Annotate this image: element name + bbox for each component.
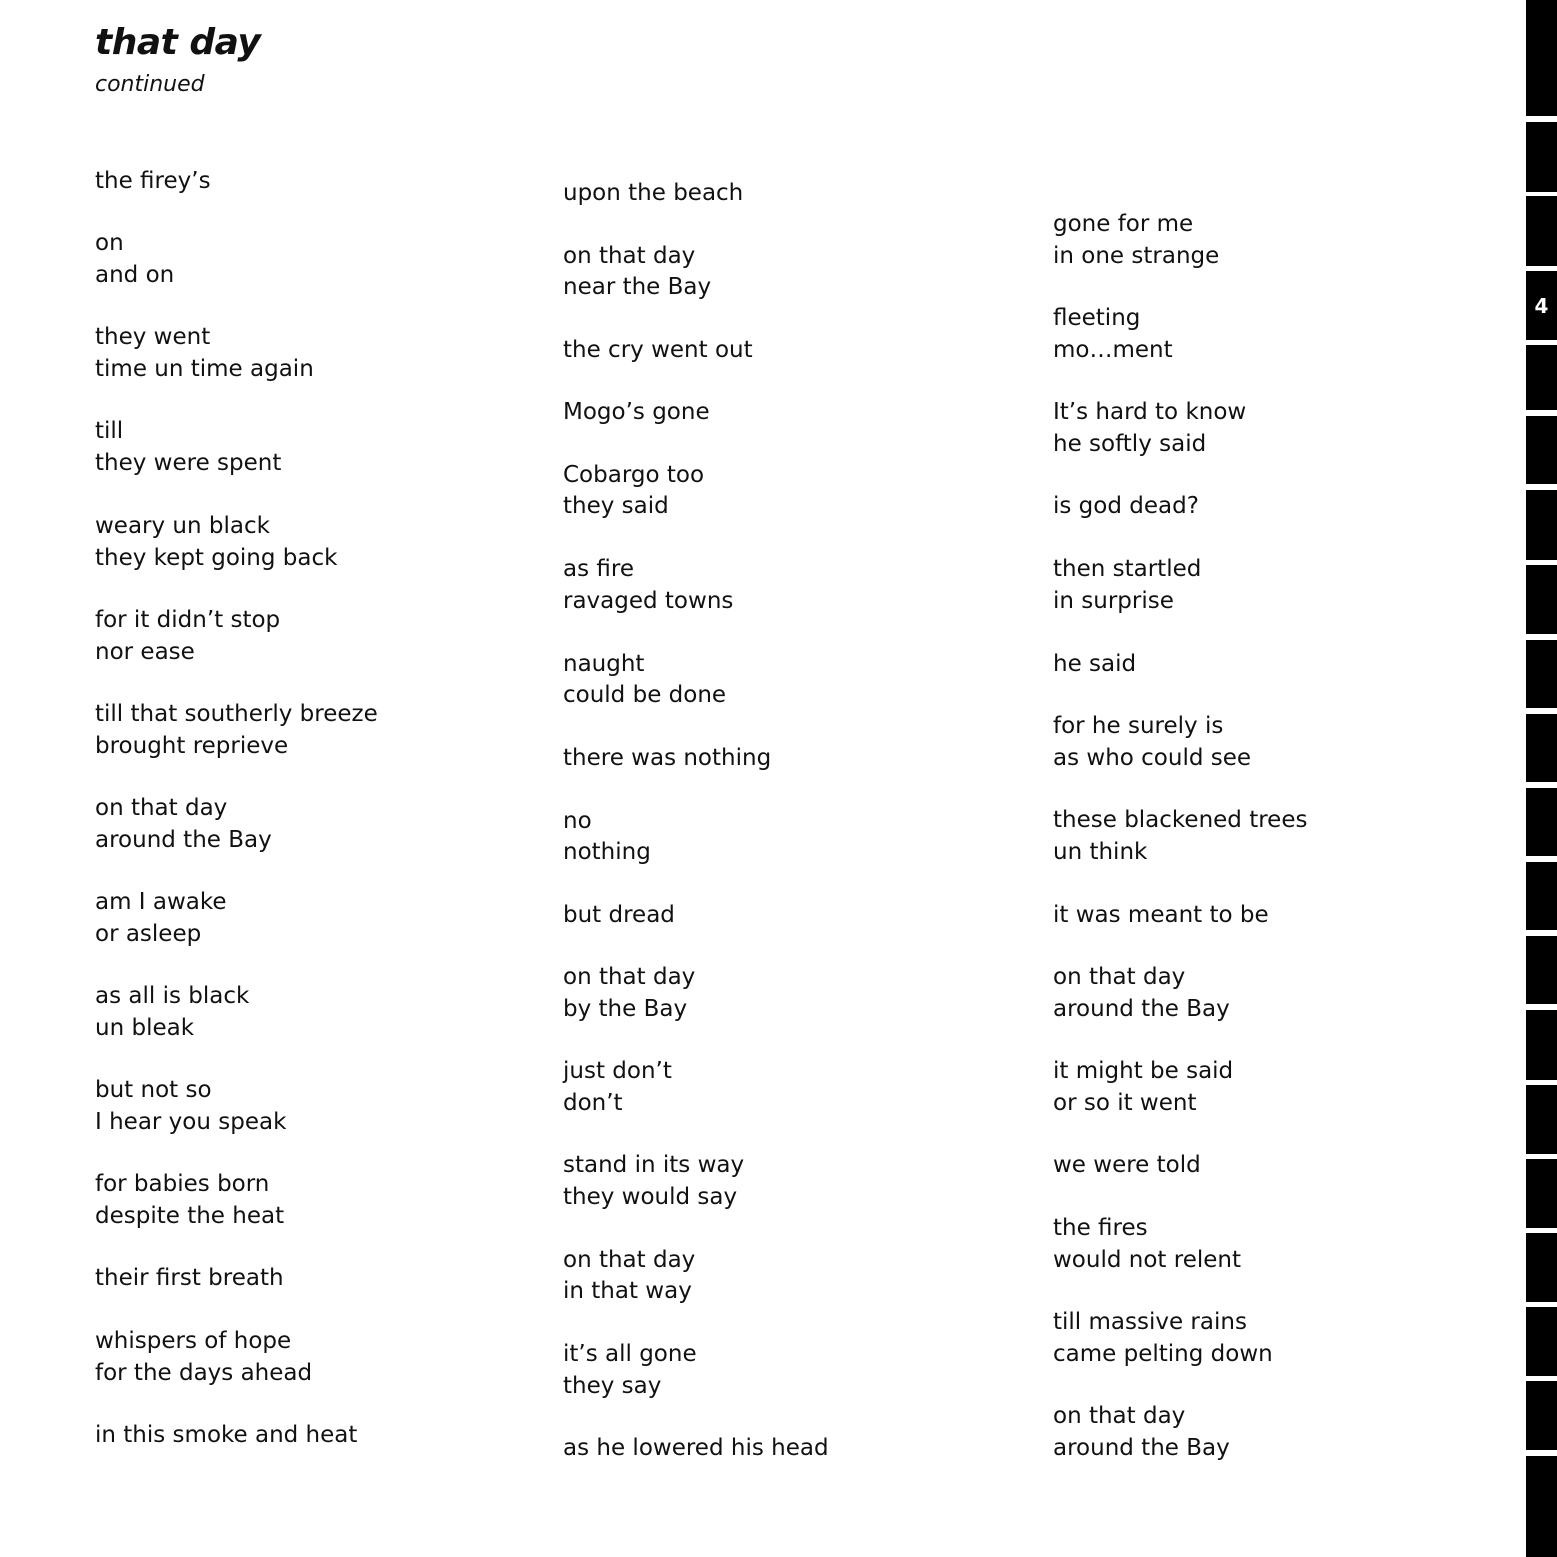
poem-line: despite the heat: [95, 1203, 285, 1229]
section-tab: [1526, 196, 1557, 266]
poem-line: but dread: [563, 902, 675, 928]
poem-line: the cry went out: [563, 337, 753, 363]
poem-line: it might be said: [1053, 1058, 1234, 1084]
poem-line: just don’t: [563, 1058, 672, 1084]
section-tab: [1526, 640, 1557, 708]
section-tab: [1526, 565, 1557, 634]
poem-line: whispers of hope: [95, 1328, 292, 1354]
section-tab: [1526, 1456, 1557, 1557]
poem-line: on: [95, 230, 124, 256]
poem-line: till massive rains: [1053, 1309, 1247, 1335]
section-tab: [1526, 345, 1557, 410]
poem-line: on that day: [563, 964, 696, 990]
poem-line: un bleak: [95, 1015, 195, 1041]
poem-line: they kept going back: [95, 545, 338, 571]
section-tab: [1526, 416, 1557, 484]
poem-line: brought reprieve: [95, 733, 289, 759]
poem-line: or asleep: [95, 921, 202, 947]
section-tab: [1526, 1307, 1557, 1376]
poem-line: on that day: [95, 795, 228, 821]
poem-line: or so it went: [1053, 1090, 1197, 1116]
poem-line: could be done: [563, 682, 727, 708]
poem-line: the fires: [1053, 1215, 1148, 1241]
poem-line: the firey’s: [95, 168, 211, 194]
poem-line: would not relent: [1053, 1247, 1241, 1273]
poem-line: on that day: [563, 243, 696, 269]
poem-line: in one strange: [1053, 243, 1220, 269]
poem-line: there was nothing: [563, 745, 772, 771]
section-tab: [1526, 1381, 1557, 1450]
poem-line: it was meant to be: [1053, 902, 1269, 928]
poem-line: they say: [563, 1373, 662, 1399]
poem-line: upon the beach: [563, 180, 744, 206]
section-tab: [1526, 862, 1557, 930]
section-tab: [1526, 1085, 1557, 1154]
poem-line: they said: [563, 493, 669, 519]
poem-line: came pelting down: [1053, 1341, 1273, 1367]
poem-line: no: [563, 808, 592, 834]
poem-line: in surprise: [1053, 588, 1174, 614]
poem-line: on that day: [1053, 1403, 1186, 1429]
poem-line: till that southerly breeze: [95, 701, 378, 727]
poem-line: It’s hard to know: [1053, 399, 1247, 425]
poem-line: for he surely is: [1053, 713, 1224, 739]
poem-line: he softly said: [1053, 431, 1207, 457]
poem-line: stand in its way: [563, 1152, 745, 1178]
poem-line: un think: [1053, 839, 1148, 865]
poem-line: till: [95, 418, 124, 444]
section-tab: [1526, 0, 1557, 116]
poem-line: ravaged towns: [563, 588, 734, 614]
poem-line: am I awake: [95, 889, 227, 915]
poem-line: as fire: [563, 556, 634, 582]
page-number-tab: [1526, 271, 1557, 340]
poem-line: as he lowered his head: [563, 1435, 829, 1461]
poem-line: near the Bay: [563, 274, 712, 300]
poem-line: it’s all gone: [563, 1341, 697, 1367]
poem-line: for babies born: [95, 1171, 270, 1197]
poem-line: as who could see: [1053, 745, 1252, 771]
poem-line: is god dead?: [1053, 493, 1199, 519]
poem-line: by the Bay: [563, 996, 688, 1022]
poem-line: and on: [95, 262, 175, 288]
poem-line: around the Bay: [1053, 996, 1230, 1022]
poem-line: for the days ahead: [95, 1360, 313, 1386]
section-tab: [1526, 122, 1557, 192]
poem-title: that day: [95, 22, 261, 63]
section-tab: [1526, 1159, 1557, 1228]
poem-line: nor ease: [95, 639, 195, 665]
poem-line: time un time again: [95, 356, 314, 382]
poem-line: naught: [563, 651, 645, 677]
section-tab: [1526, 1233, 1557, 1302]
poem-subtitle: continued: [95, 72, 205, 97]
poem-line: we were told: [1053, 1152, 1201, 1178]
poem-line: Cobargo too: [563, 462, 705, 488]
poem-line: as all is black: [95, 983, 250, 1009]
poem-line: I hear you speak: [95, 1109, 287, 1135]
poem-line: don’t: [563, 1090, 623, 1116]
section-tab: [1526, 490, 1557, 560]
section-tab: [1526, 1010, 1557, 1080]
poem-line: Mogo’s gone: [563, 399, 710, 425]
poem-line: on that day: [1053, 964, 1186, 990]
poem-line: but not so: [95, 1077, 212, 1103]
poem-line: fleeting: [1053, 305, 1141, 331]
section-tab: [1526, 936, 1557, 1004]
section-tab: [1526, 714, 1557, 782]
poem-line: they would say: [563, 1184, 738, 1210]
poem-line: these blackened trees: [1053, 807, 1308, 833]
page-number: 4: [1534, 293, 1549, 318]
poem-line: in that way: [563, 1278, 692, 1304]
poem-line: around the Bay: [1053, 1435, 1230, 1461]
section-tab-strip: [1526, 0, 1557, 1557]
poem-line: on that day: [563, 1247, 696, 1273]
poem-line: they went: [95, 324, 211, 350]
poem-line: around the Bay: [95, 827, 272, 853]
poem-line: nothing: [563, 839, 651, 865]
poem-line: gone for me: [1053, 211, 1194, 237]
poem-line: they were spent: [95, 450, 282, 476]
poem-line: their first breath: [95, 1265, 284, 1291]
poem-line: for it didn’t stop: [95, 607, 281, 633]
poem-line: mo…ment: [1053, 337, 1173, 363]
poem-line: he said: [1053, 651, 1137, 677]
poem-line: weary un black: [95, 513, 270, 539]
poem-line: then startled: [1053, 556, 1202, 582]
section-tab: [1526, 788, 1557, 856]
poem-line: in this smoke and heat: [95, 1422, 358, 1448]
